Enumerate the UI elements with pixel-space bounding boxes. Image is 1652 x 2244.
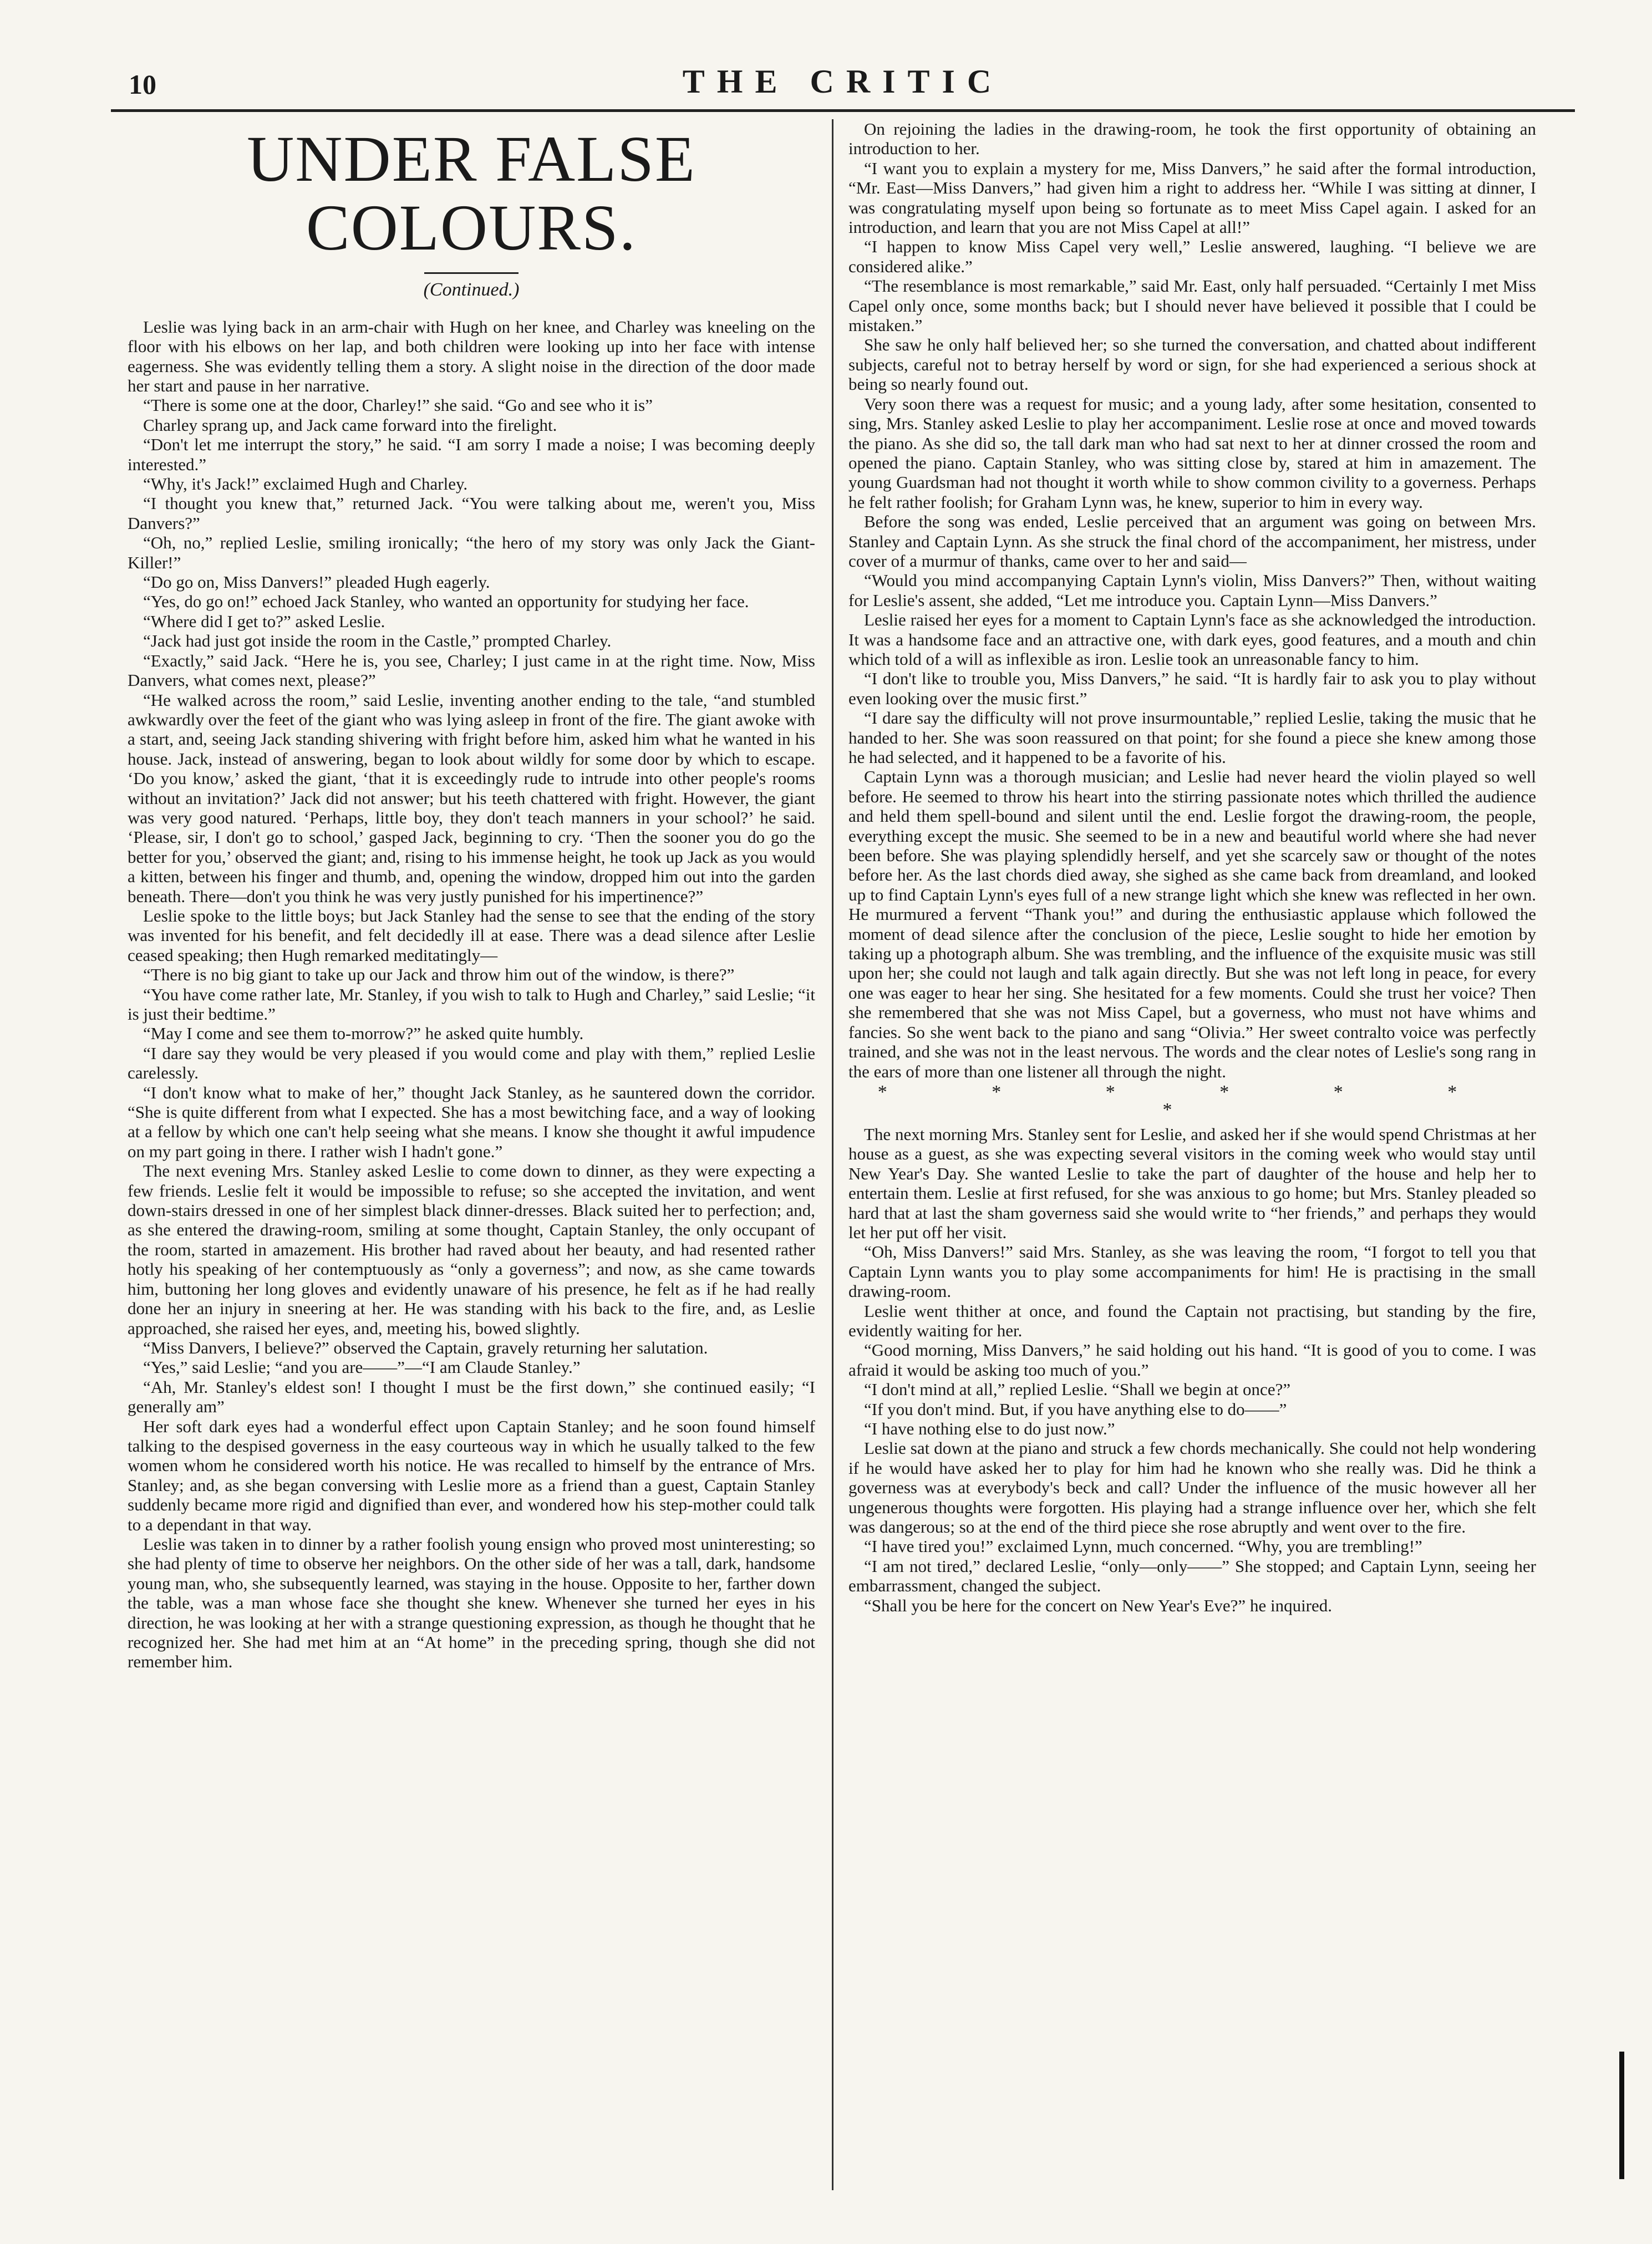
paragraph: “I don't like to trouble you, Miss Danvers,” he said. “It is hardly fair to ask you to play without even looking over the music first.” [848,669,1536,708]
paragraph: “Do go on, Miss Danvers!” pleaded Hugh eagerly. [143,572,490,592]
paragraph: Charley sprang up, and Jack came forward into the firelight. [143,415,557,435]
paragraph: “You have come rather late, Mr. Stanley, if you wish to talk to Hugh and Charley,” said Leslie; “it is just their bedtime.” [128,984,815,1024]
right-column-text-part1 [848,119,1536,1081]
page-edge-mark [1619,2052,1624,2179]
paragraph: “I am not tired,” declared Leslie, “only—only——” She stopped; and Captain Lynn, seeing her embarrassment, changed the subject. [848,1556,1536,1596]
story-subtitle: (Continued.) [423,279,520,300]
paragraph: “May I come and see them to-morrow?” he asked quite humbly. [143,1024,584,1044]
left-column-text [128,317,815,1672]
paragraph: “If you don't mind. But, if you have anything else to do——” [864,1399,1287,1419]
paragraph: The next evening Mrs. Stanley asked Leslie to come down to dinner, as they were expecting a few friends. Leslie felt it would be impossible to refuse; so she accepted the invitation, and went down-stairs dressed in one of her simplest black dinner-dresses. Black suited her to perfection; and, as she entered the drawing-room, smiling at some thought, Captain Stanley, the only occupant of the room, started in amazement. His brother had raved about her beauty, and had resented rather hotly his speaking of her contemptuously as “only a governess”; and now, as she came towards him, buttoning her long gloves and evidently unaware of his presence, he felt as if he had really done her an injury in sneering at her. He was standing with his back to the fire, and, as Leslie approached, she raised her eyes, and, meeting his, bowed slightly. [128,1161,815,1338]
paragraph: The next morning Mrs. Stanley sent for Leslie, and asked her if she would spend Christmas at her house as a guest, as she was expecting several visitors in the coming week who would stay until New Year's Day. She wanted Leslie to take the part of daughter of the house and help her to entertain them. Leslie at first refused, for she was anxious to go home; but Mrs. Stanley pleaded so hard that at last the sham governess said she would write to “her friends,” and perhaps they would let her put off her visit. [848,1124,1536,1242]
section-break: * * * * * * * [877,1081,1507,1120]
page-header [111,58,1575,111]
story-title: UNDER FALSE COLOURS. [247,123,696,264]
masthead-title: THE CRITIC [682,63,1004,100]
paragraph: Very soon there was a request for music; and a young lady, after some hesitation, consented to sing, Mrs. Stanley asked Leslie to play her accompaniment. Leslie rose at once and moved towards the piano. As she did so, the tall dark man who had sat next to her at dinner crossed the room and opened the piano. Captain Stanley, who was sitting close by, stared at him in amazement. The young Guardsman had not thought it worth while to show common civility to a governess. Perhaps he felt rather foolish; for Graham Lynn was, he knew, superior to him in every way. [848,394,1536,512]
paragraph: “Yes,” said Leslie; “and you are——”—“I am Claude Stanley.” [143,1357,581,1377]
paragraph: Leslie spoke to the little boys; but Jack Stanley had the sense to see that the ending of the story was invented for his benefit, and felt decidedly ill at ease. There was a dead silence after Leslie ceased speaking; then Hugh remarked meditatingly— [128,905,815,965]
paragraph: “Miss Danvers, I believe?” observed the Captain, gravely returning her salutation. [143,1337,708,1357]
right-column [848,119,1536,1615]
paragraph: “Why, it's Jack!” exclaimed Hugh and Charley. [143,474,468,494]
left-column [128,119,815,1672]
paragraph: “Yes, do go on!” echoed Jack Stanley, who wanted an opportunity for studying her face. [143,592,749,612]
paragraph: “He walked across the room,” said Leslie, inventing another ending to the tale, “and stumbled awkwardly over the feet of the giant who was lying asleep in front of the fire. The giant awoke with a start, and, seeing Jack standing shivering with fright before him, asked him what he wanted in his house. Jack, instead of answering, began to look about wildly for some door by which to escape. ‘Do you know,’ asked the giant, ‘that it is exceedingly rude to intrude into other people's rooms without an invitation?’ Jack did not answer; but his teeth chattered with fright. However, the giant was very good natured. ‘Perhaps, little boy, they don't teach manners in your school?’ he said. ‘Please, sir, I don't go to school,’ gasped Jack, beginning to cry. ‘Then the sooner you do go the better for you,’ observed the giant; and, rising to his immense height, he took up Jack as you would a kitten, between his finger and thumb, and, opening the window, dropped him out into the garden beneath. There—don't you think he was very justly punished for his impertinence?” [128,690,815,906]
paragraph: Her soft dark eyes had a wonderful effect upon Captain Stanley; and he soon found himself talking to the despised governess in the easy courteous way in which he usually talked to the few women whom he considered worth his notice. He was recalled to himself by the entrance of Mrs. Stanley; and, as she began conversing with Leslie more as a friend than a guest, Captain Stanley suddenly became more rigid and dignified than ever, and wondered how his step-mother could talk to a dependant in that way. [128,1416,815,1534]
paragraph: “The resemblance is most remarkable,” said Mr. East, only half persuaded. “Certainly I met Miss Capel only once, some months back; but I should never have believed it possible that I could be mistaken.” [848,276,1536,335]
header-rule [111,109,1575,112]
paragraph: Leslie was taken in to dinner by a rather foolish young ensign who proved most uninteresting; so she had plenty of time to observe her neighbors. On the other side of her was a tall, dark, handsome young man, who, she subsequently learned, was staying in the house. Opposite to her, farther down the table, was a man whose face she thought she knew. Whenever she turned her eyes in his direction, he was looking at her with a strange questioning expression, as though he thought that he recognized her. She had met him at an “At home” in the preceding spring, though she did not remember him. [128,1534,815,1672]
paragraph: “Where did I get to?” asked Leslie. [143,611,385,631]
paragraph: “I happen to know Miss Capel very well,” Leslie answered, laughing. “I believe we are considered alike.” [848,237,1536,276]
paragraph: Leslie sat down at the piano and struck a few chords mechanically. She could not help wondering if he would have asked her to play for him had he known who she really was. Did he think a governess was at everybody's beck and call? Under the influence of the music however all her ungenerous thoughts were forgotten. His playing had a strange influence over her, which she felt was dangerous; so at the end of the third piece she rose abruptly and went over to the fire. [848,1438,1536,1537]
paragraph: She saw he only half believed her; so she turned the conversation, and chatted about indifferent subjects, careful not to betray herself by word or sign, for she had experienced a serious shock at being so nearly found out. [848,335,1536,394]
paragraph: Leslie raised her eyes for a moment to Captain Lynn's face as she acknowledged the introduction. It was a handsome face and an attractive one, with dark eyes, good features, and a mouth and chin which told of a will as inflexible as iron. Leslie took an unreasonable fancy to him. [848,610,1536,669]
paragraph: On rejoining the ladies in the drawing-room, he took the first opportunity of obtaining an introduction to her. [848,119,1536,159]
paragraph: “Would you mind accompanying Captain Lynn's violin, Miss Danvers?” Then, without waiting for Leslie's assent, she added, “Let me introduce you. Captain Lynn—Miss Danvers.” [848,571,1536,610]
paragraph: Before the song was ended, Leslie perceived that an argument was going on between Mrs. Stanley and Captain Lynn. As she struck the final chord of the accompaniment, her mistress, under cover of a murmur of thanks, came over to her and said— [848,512,1536,571]
paragraph: “Shall you be here for the concert on New Year's Eve?” he inquired. [864,1595,1333,1615]
paragraph: “Oh, no,” replied Leslie, smiling ironically; “the hero of my story was only Jack the Giant-Killer!” [128,533,815,572]
paragraph: “I dare say the difficulty will not prove insurmountable,” replied Leslie, taking the music that he handed to her. She was soon reassured on that point; for she found a piece she knew among those he had selected, and it happened to be a favorite of his. [848,708,1536,767]
paragraph: “Oh, Miss Danvers!” said Mrs. Stanley, as she was leaving the room, “I forgot to tell you that Captain Lynn wants you to play some accompaniments for him! He is practising in the small drawing-room. [848,1242,1536,1301]
paragraph: Leslie was lying back in an arm-chair with Hugh on her knee, and Charley was kneeling on the floor with his elbows on her lap, and both children were looking up into her face with intense eagerness. She was evidently telling them a story. A slight noise in the direction of the door made her start and pause in her narrative. [128,317,815,395]
paragraph: “Exactly,” said Jack. “Here he is, you see, Charley; I just came in at the right time. Now, Miss Danvers, what comes next, please?” [128,650,815,690]
paragraph: “There is no big giant to take up our Jack and throw him out of the window, is there?” [143,965,735,985]
page-number: 10 [129,69,156,100]
paragraph: “I dare say they would be very pleased if you would come and play with them,” replied Leslie carelessly. [128,1043,815,1083]
paragraph: “I want you to explain a mystery for me, Miss Danvers,” he said after the formal introduction, “Mr. East—Miss Danvers,” had given him a right to address her. “While I was sitting at dinner, I was congratulating myself upon being so fortunate as to meet Miss Capel again. I asked for an introduction, and learn that you are not Miss Capel at all!” [848,158,1536,237]
paragraph: Captain Lynn was a thorough musician; and Leslie had never heard the violin played so well before. He seemed to throw his heart into the stirring passionate notes which thrilled the audience and held them spell-bound and silent until the end. Leslie forgot the drawing-room, the people, everything except the music. She seemed to be in a new and beautiful world where she had never been before. She was playing splendidly herself, and yet she scarcely saw or thought of the notes before her. As the last chords died away, she sighed as she came back from dreamland, and looked up to find Captain Lynn's eyes full of a new strange light which she knew was reflected in her own. He murmured a fervent “Thank you!” and during the enthusiastic applause which followed the moment of dead silence after the conclusion of the piece, Leslie sought to hide her emotion by taking up a photograph album. She was trembling, and the influence of the exquisite music was still upon her; she could not laugh and talk again directly. But she was not left long in peace, for every one was eager to hear her sing. She hesitated for a few moments. Could she trust her voice? Then she remembered that she was not Miss Capel, but a governess, who must not have whims and fancies. So she went back to the piano and sang “Olivia.” Her sweet contralto voice was perfectly trained, and she was not in the least nervous. The words and the clear notes of Leslie's song rang in the ears of more than one listener all through the night. [848,767,1536,1081]
paragraph: “There is some one at the door, Charley!” she said. “Go and see who it is” [143,395,653,415]
column-divider [832,119,833,2190]
paragraph: “I have tired you!” exclaimed Lynn, much concerned. “Why, you are trembling!” [864,1536,1422,1556]
right-column-text-part2 [848,1124,1536,1615]
paragraph: “I don't know what to make of her,” thought Jack Stanley, as he sauntered down the corridor. “She is quite different from what I expected. She has a most bewitching face, and a way of looking at a fellow by which one can't help seeing what she means. I know she thought it awful impudence on my part going in there. I rather wish I hadn't gone.” [128,1082,815,1161]
title-rule [424,272,519,274]
paragraph: “Good morning, Miss Danvers,” he said holding out his hand. “It is good of you to come. I was afraid it would be asking too much of you.” [848,1340,1536,1380]
paragraph: “I have nothing else to do just now.” [864,1419,1115,1438]
paragraph: “I thought you knew that,” returned Jack. “You were talking about me, weren't you, Miss Danvers?” [128,493,815,533]
paragraph: “Jack had just got inside the room in the Castle,” prompted Charley. [143,631,612,651]
paragraph: “Ah, Mr. Stanley's eldest son! I thought I must be the first down,” she continued easily; “I generally am” [128,1377,815,1417]
paragraph: “Don't let me interrupt the story,” he said. “I am sorry I made a noise; I was becoming deeply interested.” [128,435,815,474]
paragraph: “I don't mind at all,” replied Leslie. “Shall we begin at once?” [864,1380,1291,1400]
paragraph: Leslie went thither at once, and found the Captain not practising, but standing by the fire, evidently waiting for her. [848,1301,1536,1340]
